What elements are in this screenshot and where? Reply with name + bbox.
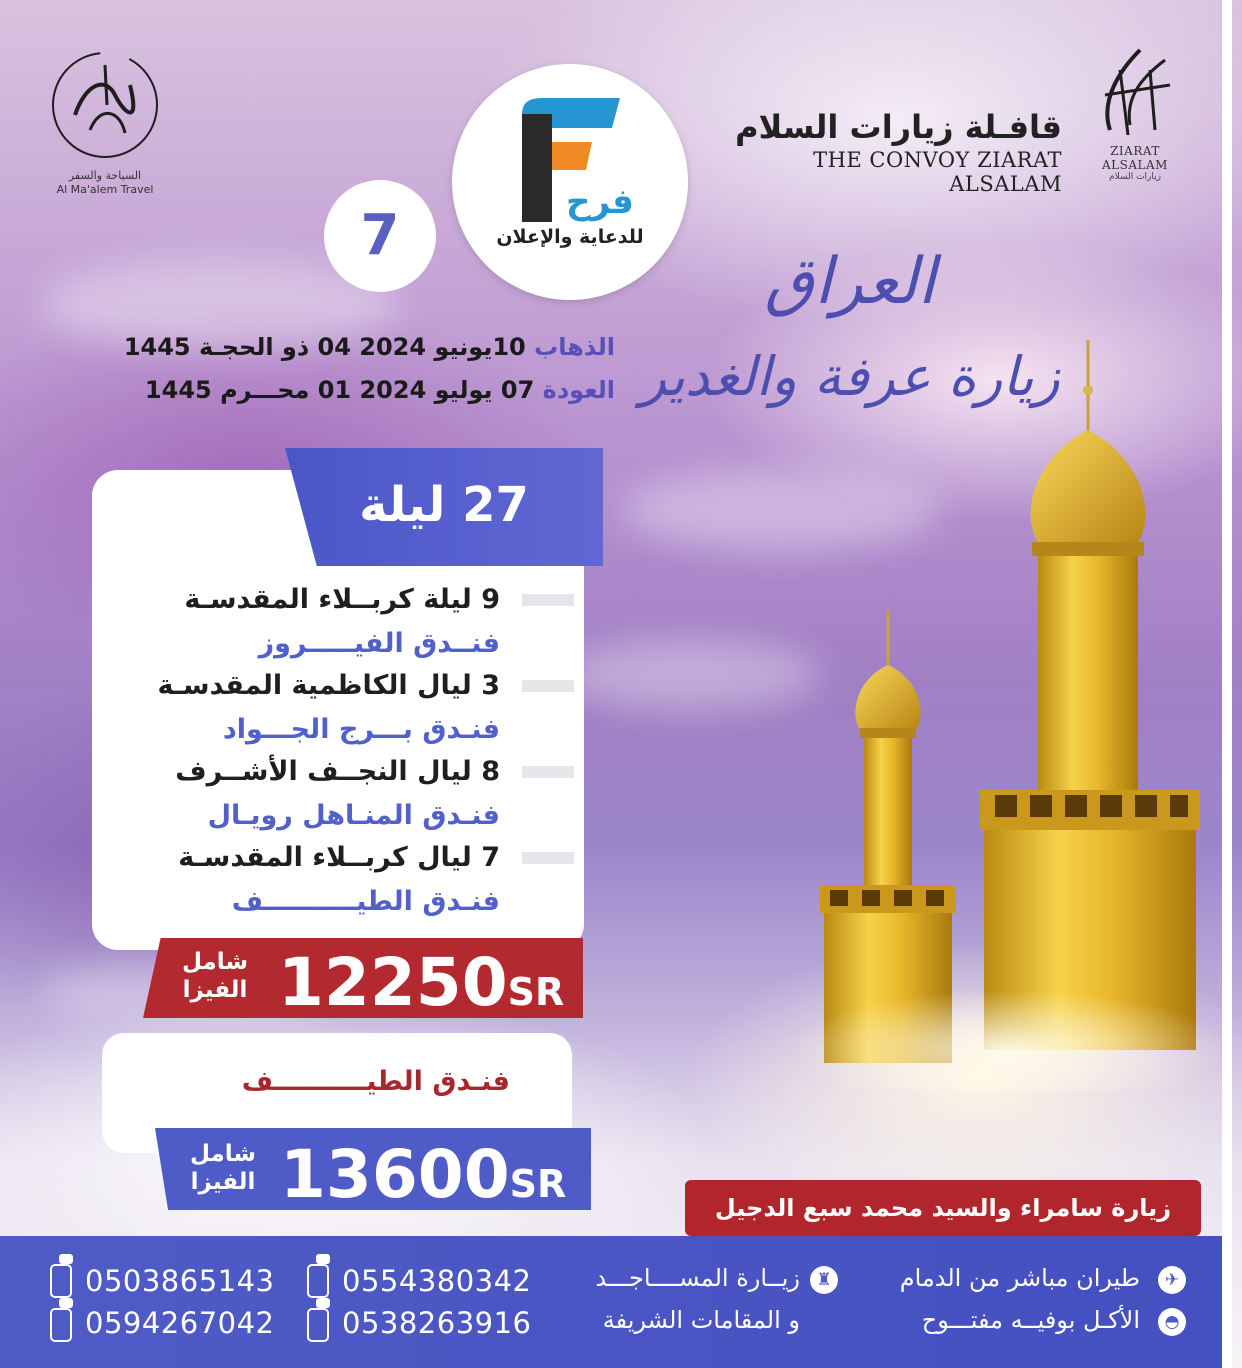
stay-divider <box>522 766 574 778</box>
stay-hotel: فنـدق بـــرج الجـــواد <box>222 714 500 745</box>
stay-divider <box>522 852 574 864</box>
farah-name: فرح <box>566 182 634 222</box>
return-label: العودة <box>542 376 615 404</box>
stay-city: 3 ليال الكاظمية المقدسـة <box>157 670 500 701</box>
ziarat-alsalam-logo <box>1075 40 1195 180</box>
stay-hotel: فنـدق الطيــــــــــف <box>231 886 500 917</box>
feature-shrines: و المقامات الشريفة <box>602 1306 800 1334</box>
feature-mosques: زيــارة المســــاجـــد <box>595 1264 800 1292</box>
footer-bar <box>0 1236 1230 1368</box>
visa-note-line: الفيزا <box>182 977 248 1003</box>
samarra-banner: زيارة سامراء والسيد محمد سبع الدجيل <box>685 1180 1201 1236</box>
feature-buffet: الأكـل بوفيــه مفتـــوح <box>921 1306 1140 1334</box>
nights-count: 27 ليلة <box>359 477 529 533</box>
phone-number[interactable]: 0538263916 <box>342 1306 532 1340</box>
price-2 <box>280 1136 567 1213</box>
phone-icon <box>307 1264 329 1298</box>
maalem-logo-en: Al Ma'alem Travel <box>56 183 154 196</box>
return-date <box>60 376 615 404</box>
visa-note-1 <box>170 948 260 1004</box>
departure-date <box>60 333 615 361</box>
cloud <box>560 640 820 710</box>
visa-note-line: شامل <box>181 949 249 975</box>
price-value: 12250 <box>278 944 508 1021</box>
phone-number[interactable]: 0503865143 <box>85 1264 275 1298</box>
departure-value: 10يونيو 2024 04 ذو الحجـة 1445 <box>123 333 526 361</box>
shrine-minarets-image <box>800 330 1220 1090</box>
stay-city: 7 ليال كربــلاء المقدسـة <box>178 842 500 873</box>
visa-note-line: الفيزا <box>190 1169 256 1195</box>
visa-note-2 <box>178 1140 268 1196</box>
currency: SR <box>507 970 565 1014</box>
farah-logo <box>452 64 688 300</box>
maalem-logo-ar: السياحة والسفر <box>68 169 142 182</box>
phone-number[interactable]: 0554380342 <box>342 1264 532 1298</box>
departure-label: الذهاب <box>534 333 615 361</box>
food-dish-icon: ◓ <box>1158 1308 1186 1336</box>
title-visit: زيارة عرفة والغدير <box>640 345 1060 408</box>
mosque-icon: ♜ <box>810 1266 838 1294</box>
stay-hotel: فنـدق المنـاهل رويـال <box>207 800 500 831</box>
ziarat-calligraphy-icon <box>1090 40 1180 140</box>
price-value: 13600 <box>280 1136 510 1213</box>
maalem-travel-logo <box>40 45 170 225</box>
farah-tagline: للدعاية والإعلان <box>496 226 644 248</box>
visa-note-line: شامل <box>189 1141 257 1167</box>
maalem-calligraphy-icon <box>45 45 165 165</box>
option-2-hotel: فنـدق الطيــــــــــف <box>241 1066 510 1097</box>
stay-hotel: فنــدق الفيـــــروز <box>258 628 500 659</box>
phone-icon <box>50 1308 72 1342</box>
convoy-name-ar: قافـلة زيارات السلام <box>735 108 1062 146</box>
phone-number[interactable]: 0594267042 <box>85 1306 275 1340</box>
ziarat-logo-ar: زيارات السلام <box>1109 172 1161 182</box>
price-1 <box>278 944 565 1021</box>
return-value: 07 يوليو 2024 01 محـــرم 1445 <box>144 376 535 404</box>
ziarat-logo-en: ZIARAT ALSALAM <box>1102 144 1168 172</box>
plane-icon: ✈ <box>1158 1266 1186 1294</box>
phone-icon <box>307 1308 329 1342</box>
stay-city: 8 ليال النجــف الأشــرف <box>175 756 500 787</box>
phone-icon <box>50 1264 72 1298</box>
trip-number-badge: 7 <box>324 180 436 292</box>
title-iraq: العراق <box>764 245 936 319</box>
currency: SR <box>509 1162 567 1206</box>
stay-city: 9 ليلة كربــلاء المقدسـة <box>184 584 500 615</box>
stay-divider <box>522 680 574 692</box>
feature-flight: طيران مباشر من الدمام <box>899 1264 1140 1292</box>
stay-divider <box>522 594 574 606</box>
convoy-name-en: THE CONVOY ZIARAT ALSALAM <box>813 148 1062 196</box>
